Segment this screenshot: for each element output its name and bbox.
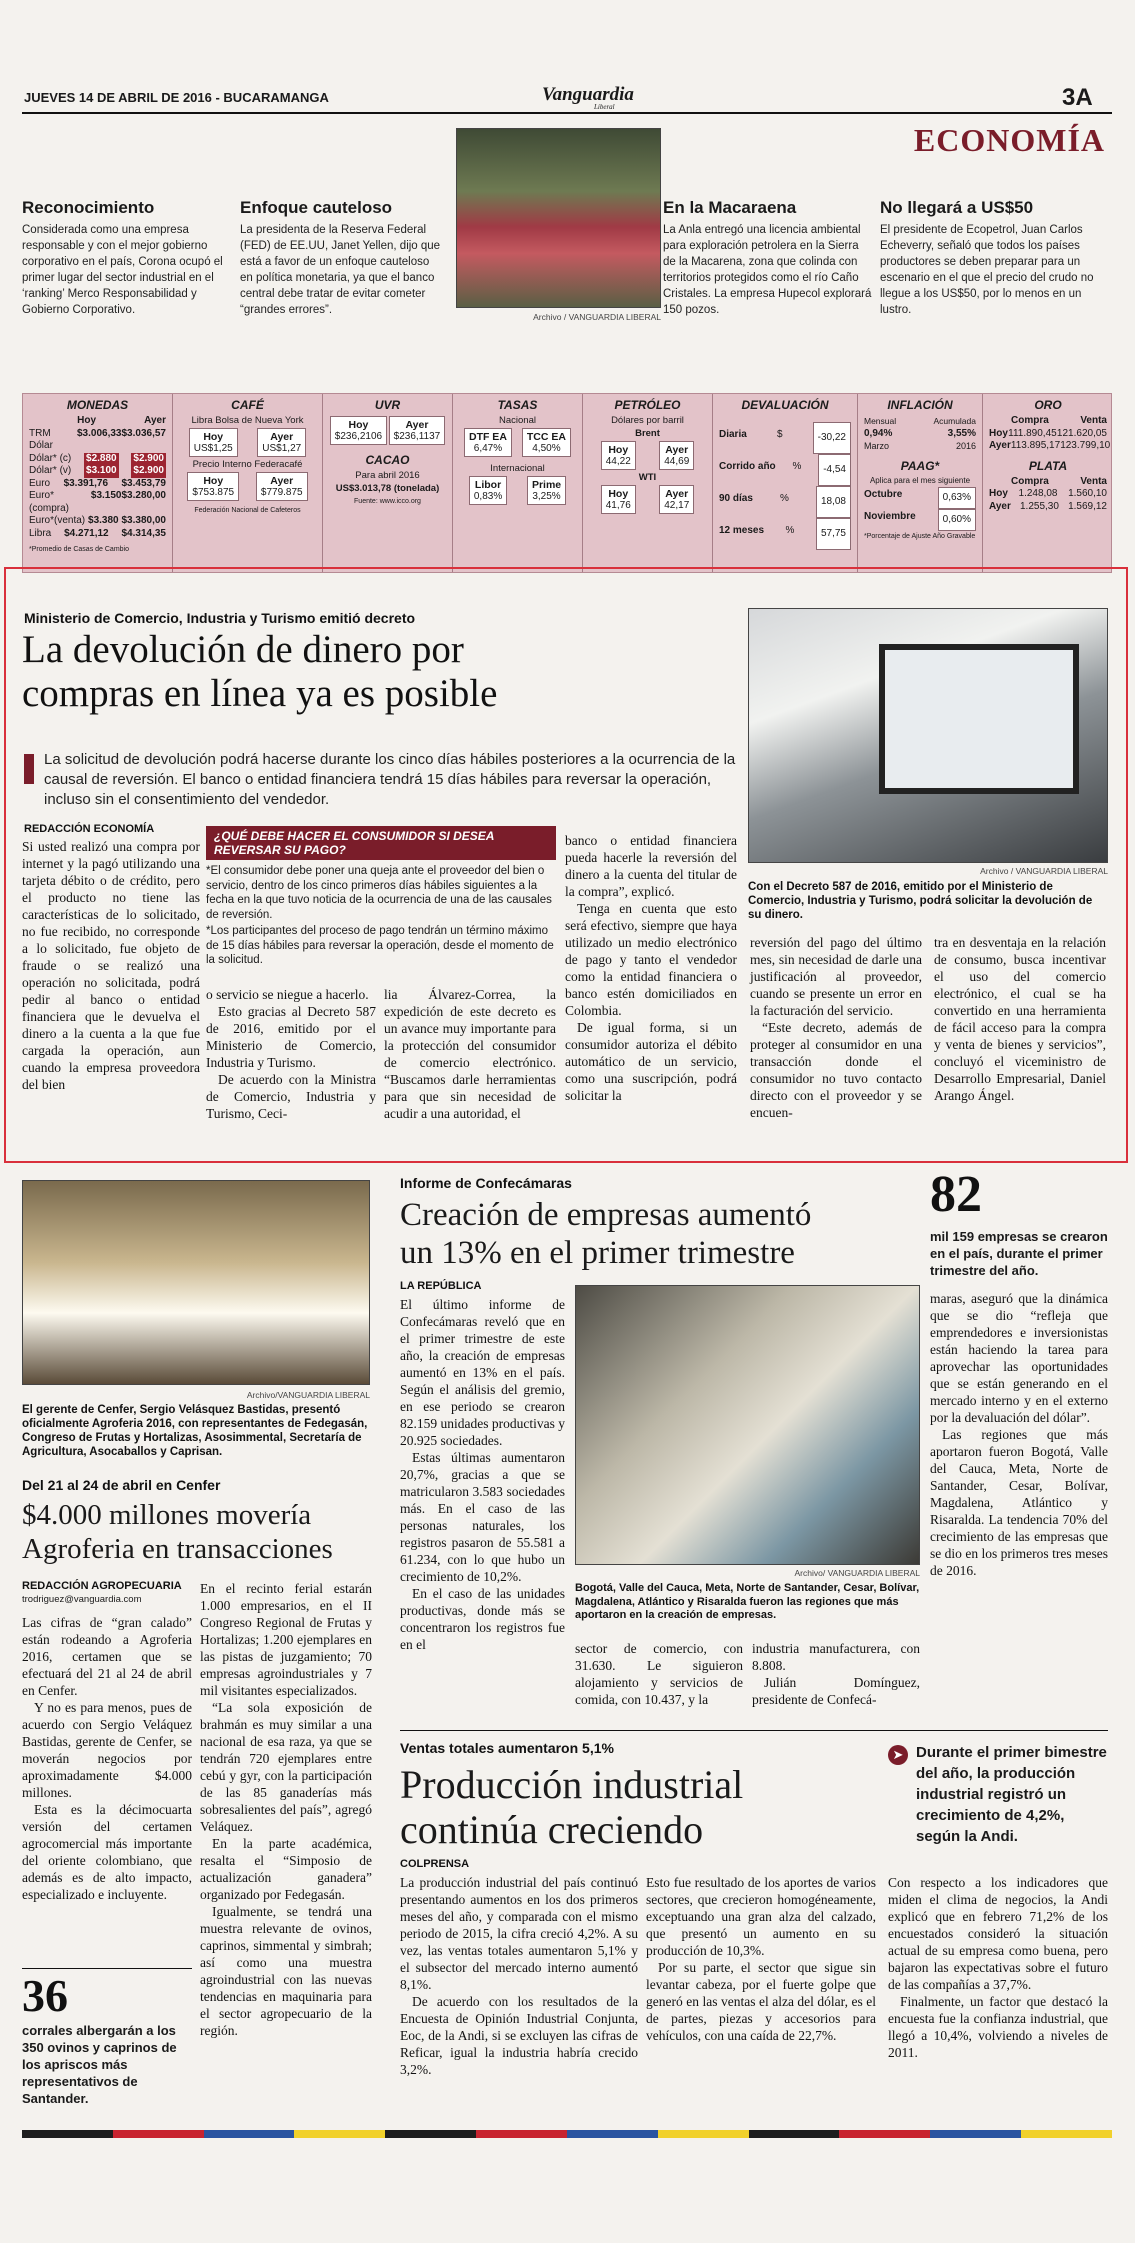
brief-reconocimiento <box>22 198 237 318</box>
currency-row: TRM Dólar $3.006,33 $3.036,57 <box>29 427 166 451</box>
devaluation-row: Corrido año % -4,54 <box>719 454 851 486</box>
indicator-monedas <box>23 394 173 572</box>
indicator-sub: Nacional <box>499 415 536 426</box>
market-indicators <box>22 393 1112 573</box>
industria-kicker: Ventas totales aumentaron 5,1% <box>400 1740 614 1756</box>
indicator-sub: Para abril 2016 <box>355 470 420 481</box>
page-number: 3A <box>1062 84 1093 111</box>
indicator-sub: Precio Interno Federacafé <box>192 459 303 470</box>
indicator-title: TASAS <box>497 398 538 412</box>
newspaper-logo: Vanguardia <box>542 84 634 105</box>
agroferia-col1: Las cifras de “gran calado” están rodeando a Agroferia 2016, certamen que se efectuará del 21 al 24 de abril en Cenfer. Y no es para menos, pues de acuerdo con Sergio Veláquez Bastidas, gerente de Cenfer, se moverán negocios por aproximadamente $4.000 millones. Esta es la décimocuarta versión del certamen agrocomercial más importante del oriente colombiano, que además es de alto impacto, especializado e incluyente. <box>22 1615 192 1902</box>
industria-byline: COLPRENSA <box>400 1858 470 1870</box>
confecamaras-col2: sector de comercio, con 31.630. Le siguieron alojamiento y servicios de comida, con 10.437, y la <box>575 1641 743 1707</box>
highlight-text: Durante el primer bimestre del año, la producción industrial registró un crecimiento de 4,2%, según la Andi. <box>916 1744 1107 1845</box>
main-col1: Si usted realizó una compra por internet y la pagó utilizando una tarjeta débito o de crédito, pero el producto no tiene las características de lo solicitado, no fue recibido, no corresponde a lo solicitado, fue objeto de fraude o se realizó una operación no solicitada, podrá pedir al banco o entidad financiera que le devuelva el dinero a la cuenta a la que fue cargada la operación, aun cuando la empresa proveedora del bien <box>22 839 200 1092</box>
agroferia-photo <box>22 1180 370 1385</box>
value-box: Hoy 41,76 <box>601 485 636 514</box>
cacao-value: US$3.013,78 (tonelada) <box>335 483 440 494</box>
print-color-bar <box>22 2130 1112 2138</box>
main-lead: La solicitud de devolución podrá hacerse durante los cinco días hábiles posteriores a la ocurrencia de la causal de reversión. El banco o entidad financiera tendrá 15 días hábiles para reversar la operación, incluso sin el consentimiento del vendedor. <box>44 751 736 808</box>
col-hoy: Hoy <box>77 415 97 426</box>
brief-title: Enfoque cauteloso <box>240 198 393 217</box>
agroferia-stat-text: corrales albergarán a los 350 ovinos y caprinos de los apriscos más representativos de Santander. <box>22 2023 177 2106</box>
value-box: Libor 0,83% <box>469 476 507 505</box>
indicator-cafe <box>173 394 323 572</box>
brief-title: No llegará a US$50 <box>880 198 1034 217</box>
main-col6: tra en desventaja en la relación de consumo, busca incentivar el uso del comercio electrónico, el cual se ha convertido en una herramienta de fácil acceso para la compra y venta de bienes y servicios”, concluyó el viceministro de Desarrollo Empresarial, Daniel Arango Ángel. <box>934 935 1106 1103</box>
confecamaras-col1: El último informe de Confecámaras reveló que en el primer trimestre de este año, la creación de empresas aumentó en 13% en el país. Según el análisis del gremio, en ese periodo se crearon 82.159 unidades productivas y 20.925 sociedades. Estas últimas aumentaron 20,7%, gracias a que se matricularon 3.583 sociedades más. En el caso de las personas naturales, los registros pasaron de 55.581 a 61.234, con lo que hubo un crecimiento de 10,2%. En el caso de las unidades productivas, donde más se concentraron los registros fue en el <box>400 1297 565 1652</box>
main-headline <box>22 628 497 716</box>
brief-title: Reconocimiento <box>22 198 155 217</box>
brief-text: La presidenta de la Reserva Federal (FED) de EE.UU, Janet Yellen, dijo que está a favor de un enfoque cauteloso en política monetaria, ya que el banco central debe tratar de evitar cometer “grandes errores”. <box>240 224 441 316</box>
value-box: Hoy $753.875 <box>187 472 239 501</box>
newspaper-logo-sub: Liberal <box>594 103 615 111</box>
indicator-title: UVR <box>374 398 401 412</box>
brief-macarena <box>663 198 873 318</box>
main-headline-line: La devolución de dinero por <box>22 628 464 671</box>
divider <box>22 1968 192 1969</box>
page-header <box>22 84 1112 114</box>
indicator-inflacion: INFLACIÓN Mensual Acumulada 0,94% 3,55% Marzo 2016 PAAG* Aplica para el mes siguiente Octubre 0,63% Noviembre 0,60% *Porcentaje de Ajuste Año Gravable <box>858 394 983 572</box>
value-box: DTF EA 6,47% <box>464 428 512 457</box>
indicator-note: Federación Nacional de Cafeteros <box>194 507 301 514</box>
macarena-river-photo <box>456 128 661 308</box>
indicator-sub: Libra Bolsa de Nueva York <box>191 415 304 426</box>
value-box: Hoy $236,2106 <box>330 416 387 445</box>
confecamaras-stat-number: 82 <box>930 1166 982 1223</box>
indicator-title: ORO <box>1034 398 1062 412</box>
indicator-note: *Promedio de Casas de Cambio <box>29 546 129 553</box>
confecamaras-col3: industria manufacturera, con 8.808. Julián Domínguez, presidente de Confecá- <box>752 1641 920 1707</box>
computer-screen-photo <box>748 608 1108 863</box>
page-date: JUEVES 14 DE ABRIL DE 2016 - BUCARAMANGA <box>24 90 329 105</box>
indicator-petroleo <box>583 394 713 572</box>
indicator-oro: ORO Compra Venta Hoy 111.890,45 121.620,05 Ayer 113.895,17 123.799,10 PLATA Compra Venta Hoy 1.248,08 1.560,10 Ayer 1.255,30 1.569,12 <box>989 398 1111 512</box>
agroferia-headline: $4.000 millones movería Agroferia en transacciones <box>22 1499 333 1565</box>
photo-credit: Archivo / VANGUARDIA LIBERAL <box>980 866 1108 876</box>
brief-us50 <box>880 198 1108 318</box>
indicator-sub: Aplica para el mes siguiente <box>869 475 971 485</box>
industria-col3: Con respecto a los indicadores que miden el clima de negocios, la Andi explicó que en febrero 71,2% de los encuestados consideró la situación actual de su empresa como buena, pero bajaron las expectativas sobre el futuro de las compañías a 37,7%. Finalmente, un factor que destacó la encuesta fue la confianza industrial, que llegó a 10,4%, volviendo a niveles de 2011. <box>888 1875 1108 2060</box>
sidebar-item: *El consumidor debe poner una queja ante el proveedor del bien o servicio, dentro de los cinco primeros días hábiles siguientes a la fecha en la que tuvo noticia de la ocurrencia de una de las causales de reversión. <box>206 865 552 921</box>
photo-credit: Archivo / VANGUARDIA LIBERAL <box>533 312 661 322</box>
indicator-title: CACAO <box>365 453 410 467</box>
value-box: Prime 3,25% <box>527 476 566 505</box>
indicator-title: INFLACIÓN <box>887 398 953 412</box>
currency-row: Dólar* (c) $2.880 $2.900 <box>29 452 164 464</box>
confecamaras-headline: Creación de empresas aumentó un 13% en el primer trimestre <box>400 1197 812 1271</box>
currency-row: Libra $4.271,12 $4.314,35 <box>29 527 166 539</box>
value-box: Ayer 42,17 <box>659 485 694 514</box>
main-col4: banco o entidad financiera pueda hacerle la reversión del dinero a la cuenta del titular de la compra”, explicó. Tenga en cuenta que esto será efectivo, siempre que haya utilizado un medio electrónico de pago y tanto el vendedor como la entidad financiera o banco estén domiciliados en Colombia. De igual forma, si un consumidor autoriza el débito automático de un servicio, como una suscripción, podrá solicitar la <box>565 833 737 1103</box>
brief-title: En la Macaraena <box>663 198 797 217</box>
wti-label: WTI <box>638 472 657 483</box>
confecamaras-col4: maras, aseguró que la dinámica que se dio “refleja que emprendedores e inversionistas están haciendo la tarea para aprovechar las oportunidades que se están generando en el mercado interno y en el externo por la devaluación del dólar”. Las regiones que más aportaron fueron Bogotá, Valle del Cauca, Meta, Norte de Santander, Cesar, Bolívar, Magdalena, Atlántico y Risaralda. La tendencia 70% del crecimiento de las empresas que se dio en los primeros tres meses de 2016. <box>930 1291 1108 1578</box>
value-box: Hoy US$1,25 <box>189 428 238 457</box>
devaluation-row: Diaria $ -30,22 <box>719 422 851 454</box>
photo-caption: El gerente de Cenfer, Sergio Velásquez Bastidas, presentó oficialmente Agroferia 2016, con representantes de Fedegasán, Congreso de Frutas y Hortalizas, Asosimmental, Secretaría de Agricultura, Asocaballos y Caprisan. <box>22 1404 368 1458</box>
brief-text: La Anla entregó una licencia ambiental para exploración petrolera en la Sierra de la Macarena, zona que colinda con territorios protegidos como el río Caño Cristales. La empresa Hupecol explorará 150 pozos. <box>663 224 872 316</box>
indicator-uvr <box>323 394 453 572</box>
devaluation-row: 12 meses % 57,75 <box>719 518 851 550</box>
indicator-title: MONEDAS <box>66 398 129 412</box>
value-box: Ayer $236,1137 <box>389 416 446 445</box>
arrow-right-icon: ➤ <box>888 1745 908 1765</box>
section-title: ECONOMÍA <box>913 122 1105 158</box>
main-byline: REDACCIÓN ECONOMÍA <box>24 823 155 835</box>
reversal-sidebar <box>206 826 556 968</box>
agroferia-kicker: Del 21 al 24 de abril en Cenfer <box>22 1477 221 1493</box>
sidebar-title: ¿QUÉ DEBE HACER EL CONSUMIDOR SI DESEA REVERSAR SU PAGO? <box>206 826 556 860</box>
photo-caption: Bogotá, Valle del Cauca, Meta, Norte de Santander, Cesar, Bolívar, Magdalena, Atlántico y Risaralda fueron las regiones que más aportaron en la creación de empresas. <box>575 1582 920 1621</box>
indicator-title: CAFÉ <box>231 398 264 412</box>
devaluation-row: 90 días % 18,08 <box>719 486 851 518</box>
confecamaras-byline: LA REPÚBLICA <box>400 1280 482 1292</box>
industria-col1: La producción industrial del país continuó presentando aumentos en los dos primeros meses del año, y comparada con el mismo periodo de 2015, la cifra creció 4,2%. A su vez, las ventas totales aumentaron 5,1% y el subsector del mercado interno aumentó 8,1%. De acuerdo con los resultados de la Encuesta de Opinión Industrial Conjunta, Eoc, de la Andi, si se excluyen las cifras de Reficar, igual la industria habría crecido 3,2%. <box>400 1875 638 2077</box>
brief-text: El presidente de Ecopetrol, Juan Carlos Echeverry, señaló que todos los países productores se deben preparar para un escenario en el que el precio del crudo no llegue a los US$50, por lo menos en un lustro. <box>880 224 1094 316</box>
confecamaras-stat-text: mil 159 empresas se crearon en el país, durante el primer trimestre del año. <box>930 1229 1108 1278</box>
indicator-title: PLATA <box>1028 458 1068 473</box>
value-box: Ayer US$1,27 <box>257 428 306 457</box>
value-box: Ayer 44,69 <box>659 441 694 470</box>
industria-highlight <box>888 1742 1108 1847</box>
indicator-sub: Internacional <box>490 463 545 474</box>
brief-text: Considerada como una empresa responsable y con el mejor gobierno corporativo en el país, Corona ocupó el primer lugar del sector industrial en el ‘ranking’ Merco Responsabilidad y Gobierno Corporativo. <box>22 224 223 316</box>
currency-row: Euro*(compra) $3.150 $3.280,00 <box>29 490 166 514</box>
agroferia-col2: En el recinto ferial estarán 1.000 empresarios, en el II Congreso Regional de Frutas y Hortalizas; 1.200 ejemplares en las pistas de juzgamiento; 70 empresas agroindustriales y 7 mil visitantes especializados. “La sola exposición de brahmán es muy similar a una nacional de esa raza, ya que se tendrán 720 ejemplares entre cebú y gyr, con la participación de las 85 ganaderías más sobresalientes del país”, agregó Veláquez. En la parte académica, resalta el “Simposio de actualización ganadera” organizado por Fedegasán. Igualmente, se tendrá una muestra relevante de ovinos, caprinos, simmental y simbrah; así como una muestra agroindustrial con las nuevas tendencias en maquinaria para el sector agropecuario de la región. <box>200 1581 372 2038</box>
agroferia-stat-number: 36 <box>22 1970 68 2021</box>
main-col2: o servicio se niegue a hacerlo. Esto gracias al Decreto 587 de 2016, emitido por el Ministerio de Comercio, Industria y Turismo. De acuerdo con la Ministra de Comercio, Industria y Turismo, Ceci- <box>206 987 376 1121</box>
col-ayer: Ayer <box>144 415 166 426</box>
indicator-sub: Dólares por barril <box>611 415 684 426</box>
confecamaras-kicker: Informe de Confecámaras <box>400 1175 572 1191</box>
main-kicker: Ministerio de Comercio, Industria y Turismo emitió decreto <box>24 610 416 626</box>
divider <box>400 1730 1108 1731</box>
indicator-title: PETRÓLEO <box>614 398 681 412</box>
value-box: Hoy 44,22 <box>601 441 636 470</box>
sidebar-item: *Los participantes del proceso de pago tendrán un término máximo de 15 días hábiles para reversar la operación, desde el momento de la solicitud. <box>206 925 554 966</box>
main-col5: reversión del pago del último mes, sin necesidad de darle una justificación al proveedor, cuando se presente un error en la facturación del servicio. “Este decreto, además de proteger al consumidor en una transacción donde el consumidor no tuvo contacto directo con el proveedor y se encuen- <box>750 935 922 1120</box>
indicator-note: Fuente: www.icco.org <box>354 498 421 505</box>
photo-caption: Con el Decreto 587 de 2016, emitido por el Ministerio de Comercio, Industria y Turismo, podrá solicitar la devolución de su dinero. <box>748 881 1093 921</box>
indicator-devaluacion <box>713 394 858 572</box>
currency-row: Euro*(venta) $3.380 $3.380,00 <box>29 515 166 526</box>
indicator-tasas <box>453 394 583 572</box>
value-box: Ayer $779.875 <box>256 472 308 501</box>
currency-row: Dólar* (v) $3.100 $2.900 <box>29 465 164 476</box>
indicator-note: *Porcentaje de Ajuste Año Gravable <box>864 532 976 540</box>
agroferia-byline: REDACCIÓN AGROPECUARIA <box>22 1580 182 1592</box>
main-headline-line: compras en línea ya es posible <box>22 672 498 715</box>
indicator-title: DEVALUACIÓN <box>741 398 829 412</box>
industria-headline: Producción industrial continúa creciendo <box>400 1762 744 1852</box>
brent-label: Brent <box>635 428 660 439</box>
photo-credit: Archivo/VANGUARDIA LIBERAL <box>246 1390 370 1400</box>
photo-credit: Archivo/ VANGUARDIA LIBERAL <box>794 1568 920 1578</box>
industria-col2: Esto fue resultado de los aportes de varios sectores, que crecieron homogéneamente, exceptuando una gran alza del calzado, que presentó un aumento en su producción de 10,3%. Por su parte, el sector que sigue sin levantar cabeza, por el fuerte golpe que generó en las ventas el alza del dólar, es el de partes, piezas y accesorios para vehículos, con una caída de 22,7%. <box>646 1875 876 2043</box>
brief-enfoque <box>240 198 445 318</box>
value-box: TCC EA 4,50% <box>522 428 571 457</box>
lead-marker <box>24 754 34 784</box>
indicator-title: PAAG* <box>900 458 940 473</box>
monitor-screen <box>879 644 1079 794</box>
factory-photo <box>575 1285 920 1565</box>
currency-row: Euro $3.391,76 $3.453,79 <box>29 477 166 489</box>
main-col3: lia Álvarez-Correa, la expedición de este decreto es un avance muy importante para la protección del consumidor de comercio electrónico. “Buscamos darle herramientas para que sin necesidad de acudir a una autoridad, el <box>384 987 556 1121</box>
agroferia-email: trodriguez@vanguardia.com <box>22 1594 142 1605</box>
